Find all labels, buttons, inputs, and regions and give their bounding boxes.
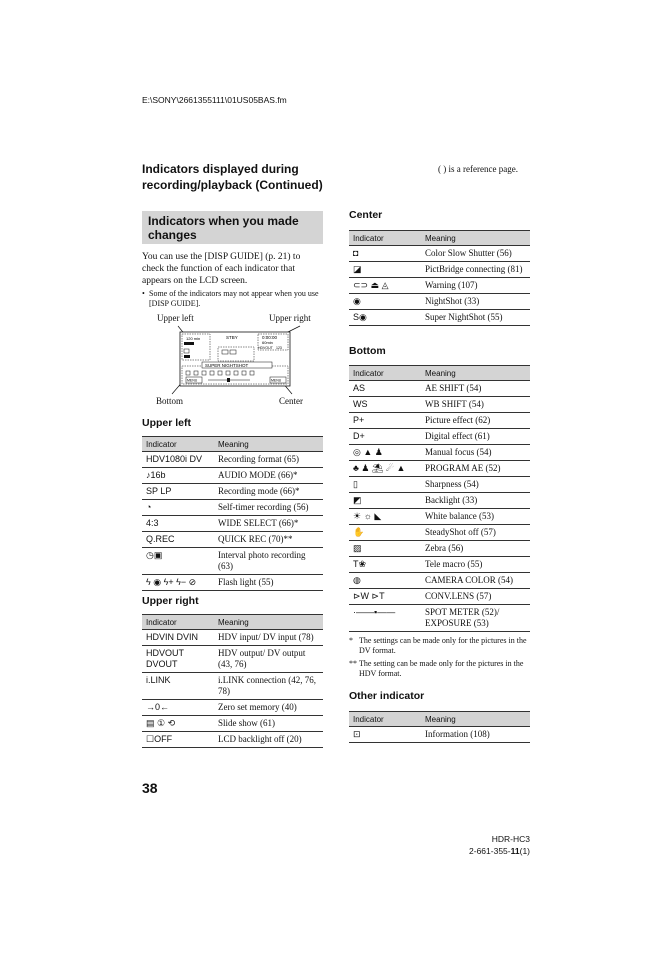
column-indicator: Indicator <box>349 712 421 727</box>
screen-minutes: 120 min <box>186 336 201 341</box>
table-row <box>349 605 530 632</box>
indicator-icon: ◪ <box>349 262 421 278</box>
column-indicator: Indicator <box>349 231 421 246</box>
diagram-label-upper-right: Upper right <box>269 313 311 323</box>
other-heading: Other indicator <box>349 690 425 702</box>
table-row <box>142 484 323 500</box>
table-row <box>349 525 530 541</box>
indicator-meaning: SPOT METER (52)/ EXPOSURE (53) <box>421 605 530 632</box>
indicator-meaning: Color Slow Shutter (56) <box>421 246 530 262</box>
indicator-meaning: WIDE SELECT (66)* <box>214 516 323 532</box>
indicator-meaning: SteadyShot off (57) <box>421 525 530 541</box>
table-row <box>142 630 323 646</box>
table-row <box>142 500 323 516</box>
column-meaning: Meaning <box>421 712 530 727</box>
center-table <box>349 230 530 326</box>
indicator-icon: ◩ <box>349 493 421 509</box>
table-row <box>142 673 323 700</box>
table-row <box>349 397 530 413</box>
column-meaning: Meaning <box>214 437 323 452</box>
bullet-icon: • <box>142 289 145 298</box>
indicator-meaning: Self-timer recording (56) <box>214 500 323 516</box>
table-row <box>142 732 323 748</box>
indicator-icon: P+ <box>349 413 421 429</box>
code-prefix: 2-661-355- <box>469 846 511 856</box>
indicator-icon: ▤ ① ⟲ <box>142 716 214 732</box>
column-indicator: Indicator <box>142 615 214 630</box>
table-row <box>349 493 530 509</box>
indicator-icon: ◍ <box>349 573 421 589</box>
file-path: E:\SONY\2661355111\01US05BAS.fm <box>142 95 287 105</box>
indicator-meaning: Zero set memory (40) <box>214 700 323 716</box>
screen-super-nightshot: SUPER NIGHTSHOT <box>205 363 249 368</box>
other-table <box>349 711 530 743</box>
indicator-icon: ▯ <box>349 477 421 493</box>
intro-text: You can use the [DISP GUIDE] (p. 21) to check the function of each indicator that appears on the LCD screen. <box>142 252 301 286</box>
indicator-icon: ☐OFF <box>142 732 214 748</box>
indicator-icon: ☀ ☼ ◣ <box>349 509 421 525</box>
indicator-icon: →0← <box>142 700 214 716</box>
indicator-meaning: Tele macro (55) <box>421 557 530 573</box>
table-row <box>349 461 530 477</box>
indicator-meaning: NightShot (33) <box>421 294 530 310</box>
reference-note: ( ) is a reference page. <box>438 164 518 174</box>
table-row <box>349 589 530 605</box>
section-title: Indicators when you made changes <box>142 211 323 244</box>
column-meaning: Meaning <box>214 615 323 630</box>
indicator-icon: ♣ ♟ ⛱ ☄ ▲ <box>349 461 421 477</box>
indicator-meaning: QUICK REC (70)** <box>214 532 323 548</box>
diagram-label-bottom: Bottom <box>156 396 184 406</box>
indicator-icon: ⊡ <box>349 727 421 743</box>
indicator-meaning: HDV output/ DV output (43, 76) <box>214 646 323 673</box>
column-meaning: Meaning <box>421 366 530 381</box>
indicator-meaning: Recording mode (66)* <box>214 484 323 500</box>
indicator-icon: ▨ <box>349 541 421 557</box>
table-row <box>349 262 530 278</box>
indicator-meaning: Recording format (65) <box>214 452 323 468</box>
table-row <box>142 532 323 548</box>
table-row <box>142 452 323 468</box>
indicator-icon: T❀ <box>349 557 421 573</box>
code-suffix: (1) <box>519 846 530 856</box>
indicator-icon: S◉ <box>349 310 421 326</box>
upper-right-heading: Upper right <box>142 595 199 607</box>
column-indicator: Indicator <box>142 437 214 452</box>
table-row <box>142 548 323 575</box>
indicator-icon: ◉ <box>349 294 421 310</box>
indicator-icon: i.LINK <box>142 673 214 700</box>
indicator-meaning: LCD backlight off (20) <box>214 732 323 748</box>
indicator-meaning: Picture effect (62) <box>421 413 530 429</box>
indicator-icon: ◷▣ <box>142 548 214 575</box>
table-row <box>349 477 530 493</box>
upper-right-table <box>142 614 323 748</box>
screen-stby: STBY <box>226 335 238 340</box>
footnote-text: The setting can be made only for the pictures in the HDV format. <box>359 659 524 678</box>
table-row <box>349 246 530 262</box>
indicator-meaning: Zebra (56) <box>421 541 530 557</box>
upper-left-heading: Upper left <box>142 417 192 429</box>
indicator-meaning: AUDIO MODE (66)* <box>214 468 323 484</box>
indicator-meaning: Super NightShot (55) <box>421 310 530 326</box>
indicator-icon: ◎ ▲ ♟ <box>349 445 421 461</box>
bottom-heading: Bottom <box>349 345 386 357</box>
indicator-icon: WS <box>349 397 421 413</box>
indicator-icon: HDV1080i DV <box>142 452 214 468</box>
indicator-meaning: Slide show (61) <box>214 716 323 732</box>
table-row <box>349 541 530 557</box>
indicator-icon: ♪16b <box>142 468 214 484</box>
indicator-meaning: Flash light (55) <box>214 575 323 591</box>
indicator-meaning: Warning (107) <box>421 278 530 294</box>
indicator-meaning: Interval photo recording (63) <box>214 548 323 575</box>
diagram-label-center: Center <box>279 396 303 406</box>
indicator-icon: ⊳W ⊳T <box>349 589 421 605</box>
center-heading: Center <box>349 209 383 221</box>
indicator-meaning: Digital effect (61) <box>421 429 530 445</box>
indicator-icon: 4:3 <box>142 516 214 532</box>
indicator-icon: ·——▪—— <box>349 605 421 632</box>
bullet-note-text: Some of the indicators may not appear when you use [DISP GUIDE]. <box>149 289 319 308</box>
indicator-meaning: Backlight (33) <box>421 493 530 509</box>
table-row <box>349 278 530 294</box>
bullet-note <box>142 289 323 309</box>
footnote-2 <box>349 659 530 679</box>
table-row <box>142 575 323 591</box>
screen-memory: 123 <box>276 346 282 350</box>
indicator-icon: AS <box>349 381 421 397</box>
screen-hdv-out: HDVOUT <box>258 346 273 350</box>
indicator-meaning: i.LINK connection (42, 76, 78) <box>214 673 323 700</box>
indicator-icon: ϟ ◉ ϟ+ ϟ− ⊘ <box>142 575 214 591</box>
footnote-1 <box>349 636 530 656</box>
table-row <box>349 573 530 589</box>
table-row <box>349 381 530 397</box>
footnote-mark: * <box>349 636 353 645</box>
indicator-icon: ⊂⊃ ⏏ ◬ <box>349 278 421 294</box>
screen-timecode: 0:00:00 <box>262 335 278 340</box>
indicator-meaning: Information (108) <box>421 727 530 743</box>
indicator-meaning: CAMERA COLOR (54) <box>421 573 530 589</box>
indicator-meaning: AE SHIFT (54) <box>421 381 530 397</box>
table-row <box>349 557 530 573</box>
table-row <box>349 429 530 445</box>
column-indicator: Indicator <box>349 366 421 381</box>
document-code <box>440 846 530 856</box>
indicator-meaning: White balance (53) <box>421 509 530 525</box>
table-row <box>349 727 530 743</box>
indicator-icon: SP LP <box>142 484 214 500</box>
table-row <box>349 294 530 310</box>
table-row <box>142 700 323 716</box>
lcd-screen-diagram <box>150 322 320 398</box>
table-row <box>349 310 530 326</box>
page-title: Indicators displayed during recording/playback (Continued) <box>142 162 323 192</box>
indicator-meaning: Manual focus (54) <box>421 445 530 461</box>
model-number: HDR-HC3 <box>491 834 530 844</box>
code-bold: 11 <box>510 846 520 856</box>
footnote-text: The settings can be made only for the pictures in the DV format. <box>359 636 527 655</box>
indicator-icon: HDVIN DVIN <box>142 630 214 646</box>
indicator-icon: D+ <box>349 429 421 445</box>
indicator-meaning: WB SHIFT (54) <box>421 397 530 413</box>
upper-left-table <box>142 436 323 591</box>
footnote-mark: ** <box>349 659 357 668</box>
table-row <box>142 516 323 532</box>
bottom-table <box>349 365 530 632</box>
indicator-meaning: CONV.LENS (57) <box>421 589 530 605</box>
screen-remaining: 60min <box>262 340 273 345</box>
diagram-label-upper-left: Upper left <box>157 313 194 323</box>
table-row <box>142 646 323 673</box>
screen-menu-right: MENU <box>271 378 282 383</box>
indicator-meaning: HDV input/ DV input (78) <box>214 630 323 646</box>
table-row <box>349 413 530 429</box>
indicator-icon: ◘ <box>349 246 421 262</box>
indicator-icon: ◔ <box>142 500 214 516</box>
indicator-meaning: Sharpness (54) <box>421 477 530 493</box>
table-row <box>142 468 323 484</box>
table-row <box>349 445 530 461</box>
table-row <box>349 509 530 525</box>
indicator-meaning: PictBridge connecting (81) <box>421 262 530 278</box>
indicator-icon: HDVOUT DVOUT <box>142 646 214 673</box>
indicator-meaning: PROGRAM AE (52) <box>421 461 530 477</box>
indicator-icon: ✋ <box>349 525 421 541</box>
indicator-icon: Q.REC <box>142 532 214 548</box>
page-number: 38 <box>142 780 158 796</box>
screen-menu-left: MENU <box>187 378 198 383</box>
column-meaning: Meaning <box>421 231 530 246</box>
table-row <box>142 716 323 732</box>
